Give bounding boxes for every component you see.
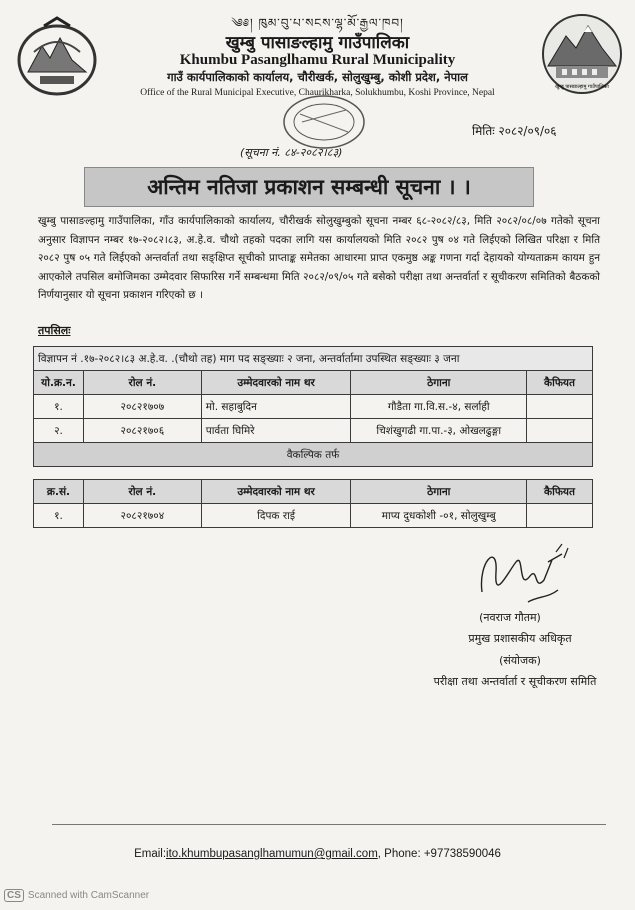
cell-address: चिशंखुगढी गा.पा.-३, ओखलढुङ्गा bbox=[351, 419, 527, 443]
svg-text:खुम्बु पासाङल्हामु गाउँपालिका: खुम्बु पासाङल्हामु गाउँपालिका bbox=[555, 84, 609, 90]
office-address-np: गाउँ कार्यपालिकाको कार्यालय, चौरीखर्क, सोलुखुम्बु, कोशी प्रदेश, नेपाल bbox=[167, 70, 468, 84]
signatory-role: (संयोजक) bbox=[499, 654, 541, 667]
col-remark: कैफियत bbox=[527, 480, 593, 504]
col-address: ठेगाना bbox=[351, 480, 527, 504]
col-serial: यो.क्र.न. bbox=[34, 371, 84, 395]
municipality-name-np: खुम्बु पासाङल्हामु गाउँपालिका bbox=[225, 33, 410, 53]
office-address-en: Office of the Rural Municipal Executive, Chaurikharka, Solukhumbu, Koshi Province, Nepal bbox=[140, 88, 495, 98]
table-row bbox=[34, 504, 593, 528]
cell-remark bbox=[527, 395, 593, 419]
scanner-text: Scanned with CamScanner bbox=[27, 890, 150, 901]
notice-body-paragraph: खुम्बु पासाङल्हामु गाउँपालिका, गाँउ कार्यपालिकाको कार्यालय, चौरीखर्क सोलुखुम्बुको सूचना नम्बर ६८-२०८२/८३, मिति २०८२/०८/०७ गतेको सूचना अनुसार विज्ञापन नम्बर १७-२०८२।८३, अ.हे.व. चौथो तहको पदका लागि यस कार्यालयको मिति २०८२ पुष ०४ गते लिईएको लिखित परिक्षा र मिति २०८२ पुष ०५ गते लिईएको अन्तर्वार्ता तथा सङ्क्षिप्त सूचीको प्राप्ताङ्क समेतका आधारमा प्राप्त एकमुष्ठ अङ्क गणना गर्दा देहायको योग्यताक्रम कायम हुन आएकोले तपसिल बमोजिमका उम्मेदवार सिफारिस गर्ने सम्बन्धमा मिति २०८२/०९/०५ गते बसेको परीक्षा तथा अन्तर्वार्ता र सूचीकरण समितिको बैठकको निर्णयानुसार यो सूचना प्रकाशन गरिएको छ । bbox=[38, 215, 600, 301]
signature-icon bbox=[468, 532, 578, 612]
footer-divider bbox=[52, 824, 606, 825]
cell-serial: १. bbox=[34, 395, 84, 419]
alternate-section-title: वैकल्पिक तर्फ bbox=[34, 443, 593, 467]
cell-remark bbox=[527, 419, 593, 443]
col-roll: रोल नं. bbox=[83, 480, 201, 504]
col-name: उम्मेदवारको नाम थर bbox=[201, 480, 351, 504]
table-header-row bbox=[34, 371, 593, 395]
municipality-name-en: Khumbu Pasanglhamu Rural Municipality bbox=[179, 52, 456, 68]
col-address: ठेगाना bbox=[351, 371, 527, 395]
signatory-name: (नवराज गौतम) bbox=[479, 611, 541, 624]
col-roll: रोल नं. bbox=[83, 371, 201, 395]
header-tibetan: ༄༅། ཁུམ་བུ་པ་སངས་ལྷ་མོ་རྒྱལ་ཁབ། bbox=[231, 16, 404, 30]
cell-serial: २. bbox=[34, 419, 84, 443]
notice-title-text: अन्तिम नतिजा प्रकाशन सम्बन्धी सूचना । । bbox=[147, 175, 471, 199]
footer-contact bbox=[0, 848, 635, 860]
table-row bbox=[34, 419, 593, 443]
table-header-row bbox=[34, 480, 593, 504]
camscanner-logo-icon: CS bbox=[4, 889, 24, 902]
email-label: Email: bbox=[134, 848, 167, 860]
selected-candidates-table bbox=[33, 346, 593, 467]
notice-date: मितिः २०८२/०९/०६ bbox=[472, 124, 557, 138]
email-link[interactable]: ito.khumbupasanglhamumun@gmail.com bbox=[166, 848, 378, 860]
committee-name: परीक्षा तथा अन्तर्वार्ता र सूचीकरण समिति bbox=[433, 675, 597, 688]
notice-reference: (सूचना नं. ८४-२०८२।८३) bbox=[240, 146, 343, 159]
scanner-watermark bbox=[4, 889, 149, 902]
alternate-candidates-table bbox=[33, 479, 593, 528]
notice-title bbox=[84, 167, 534, 207]
cell-address: माप्य दुधकोशी -०१, सोलुखुम्बु bbox=[351, 504, 527, 528]
cell-name: पार्वता घिमिरे bbox=[201, 419, 351, 443]
signatory-post: प्रमुख प्रशासकीय अधिकृत bbox=[468, 632, 572, 645]
table-row bbox=[34, 395, 593, 419]
col-serial: क्र.सं. bbox=[34, 480, 84, 504]
vacancy-info: विज्ञापन नं .१७-२०८२।८३ अ.हे.व. .(चौथो तह) माग पद सङ्ख्याः २ जना, अन्तर्वार्तामा उपस्थित सङ्ख्याः ३ जना bbox=[34, 347, 593, 371]
notice-body bbox=[38, 212, 600, 305]
cell-serial: १. bbox=[34, 504, 84, 528]
cell-roll: २०८२१७०६ bbox=[83, 419, 201, 443]
details-label: तपसिलः bbox=[38, 324, 71, 337]
col-remark: कैफियत bbox=[527, 371, 593, 395]
cell-name: दिपक राई bbox=[201, 504, 351, 528]
cell-address: गौडैता गा.वि.स.-४, सर्लाही bbox=[351, 395, 527, 419]
cell-remark bbox=[527, 504, 593, 528]
phone-text: , Phone: +97738590046 bbox=[377, 848, 501, 860]
cell-roll: २०८२१७०७ bbox=[83, 395, 201, 419]
cell-roll: २०८२१७०४ bbox=[83, 504, 201, 528]
cell-name: मो. सहाबुदिन bbox=[201, 395, 351, 419]
col-name: उम्मेदवारको नाम थर bbox=[201, 371, 351, 395]
